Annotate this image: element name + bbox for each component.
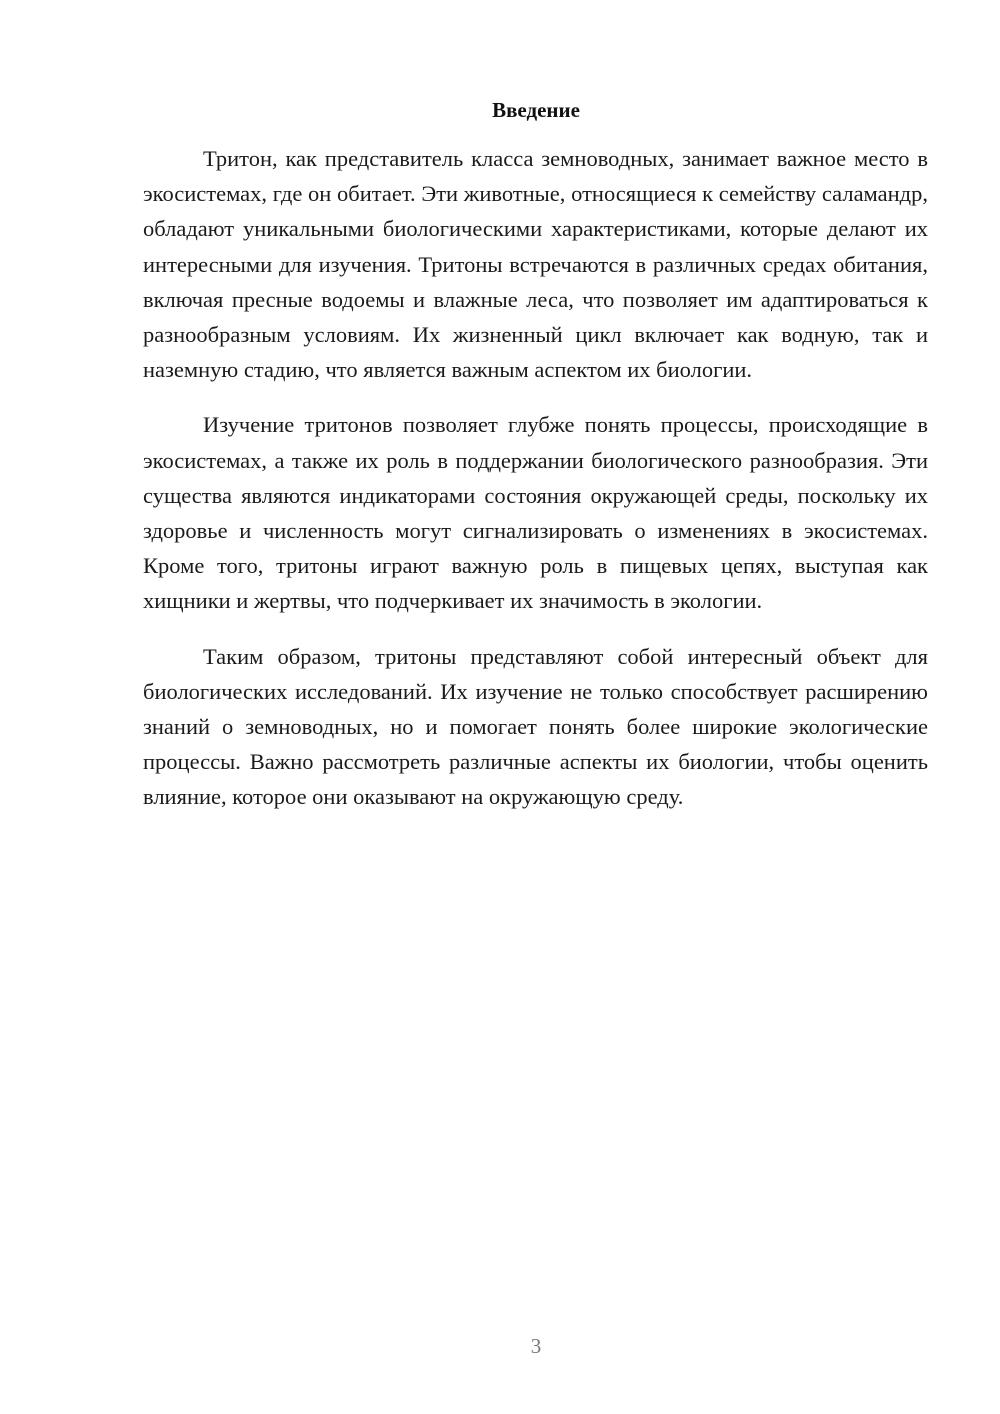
- section-heading: Введение: [492, 98, 580, 122]
- paragraph-1: Тритон, как представитель класса земноводных, занимает важное место в экосистемах, где он обитает. Эти животные, относящиеся к семейству саламандр, обладают уникальными биологическими характеристиками, которые делают их интересными для изучения. Тритоны встречаются в различных средах обитания, включая пресные водоемы и влажные леса, что позволяет им адаптироваться к разнообразным условиям. Их жизненный цикл включает как водную, так и наземную стадию, что является важным аспектом их биологии.: [143, 146, 928, 383]
- body-text: [143, 141, 928, 815]
- paragraph-2: Изучение тритонов позволяет глубже понять процессы, происходящие в экосистемах, а также их роль в поддержании биологического разнообразия. Эти существа являются индикаторами состояния окружающей среды, поскольку их здоровье и численность могут сигнализировать о изменениях в экосистемах. Кроме того, тритоны играют важную роль в пищевых цепях, выступая как хищники и жертвы, что подчеркивает их значимость в экологии.: [143, 412, 928, 614]
- paragraph-3: Таким образом, тритоны представляют собой интересный объект для биологических исследований. Их изучение не только способствует расширению знаний о земноводных, но и помогает понять более широкие экологические процессы. Важно рассмотреть различные аспекты их биологии, чтобы оценить влияние, которое они оказывают на окружающую среду.: [143, 643, 928, 810]
- page-number: 3: [530, 1334, 542, 1358]
